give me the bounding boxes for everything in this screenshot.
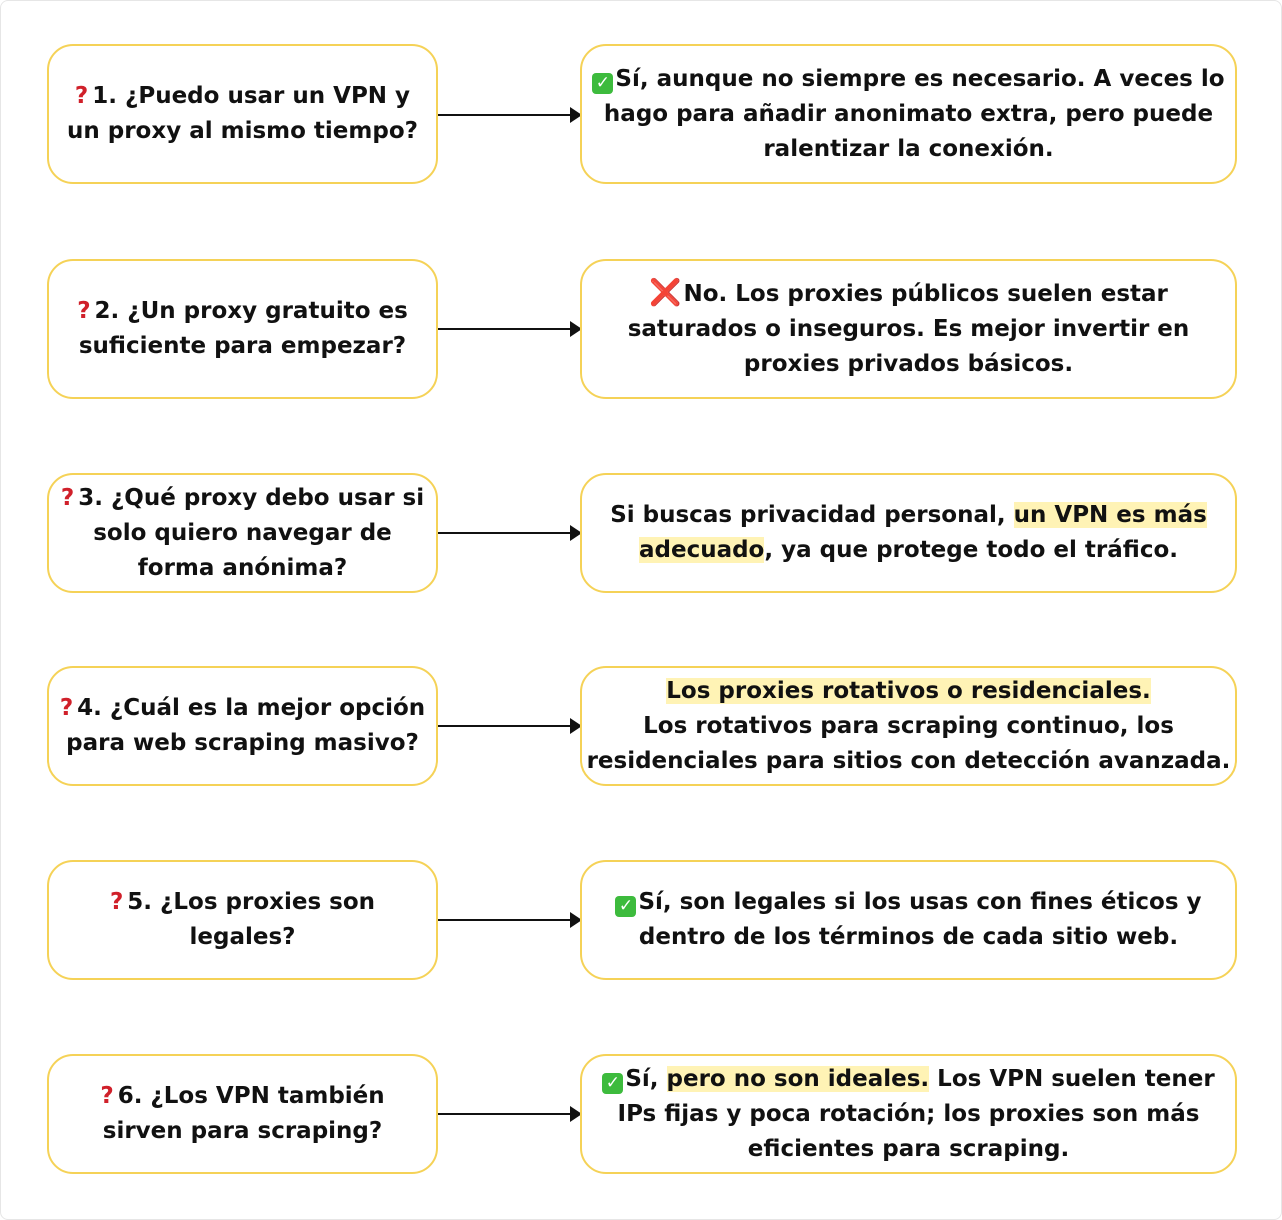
cross-icon: ❌ (649, 278, 682, 308)
question-text: 1. ¿Puedo usar un VPN y un proxy al mismo tiempo? (67, 83, 418, 144)
answer-box-1 (580, 44, 1237, 184)
answer-text: Si buscas privacidad personal, (610, 502, 1014, 528)
answer-text: Sí, (625, 1065, 667, 1092)
arrow-1 (438, 114, 580, 116)
question-box-5 (47, 860, 438, 980)
question-mark-icon: ? (59, 695, 74, 721)
arrow-6 (438, 1113, 580, 1115)
answer-text: Sí, aunque no siempre es necesario. A veces lo hago para añadir anonimato extra, pero puede ralentizar la conexión. (603, 65, 1225, 162)
question-box-6 (47, 1054, 438, 1174)
question-text: 3. ¿Qué proxy debo usar si solo quiero navegar de forma anónima? (78, 484, 425, 581)
arrow-2 (438, 328, 580, 330)
answer-highlight: pero no son ideales. (666, 1065, 930, 1092)
answer-highlight: un VPN es más adecuado (638, 502, 1207, 563)
answer-highlight: Los proxies rotativos o residenciales. (666, 677, 1151, 704)
question-box-1 (47, 44, 438, 184)
question-text: 2. ¿Un proxy gratuito es suficiente para empezar? (78, 298, 408, 359)
answer-text: Los VPN suelen tener IPs fijas y poca rotación; los proxies son más eficientes para scraping. (617, 1065, 1215, 1162)
question-text: 5. ¿Los proxies son legales? (127, 889, 376, 950)
answer-box-2 (580, 259, 1237, 399)
answer-box-4 (580, 666, 1237, 786)
answer-text: , ya que protege todo el tráfico. (764, 537, 1178, 563)
question-box-2 (47, 259, 438, 399)
arrow-5 (438, 919, 580, 921)
check-icon: ✓ (615, 896, 636, 917)
question-text: 4. ¿Cuál es la mejor opción para web scraping masivo? (66, 695, 426, 756)
question-box-3 (47, 473, 438, 593)
question-mark-icon: ? (74, 83, 89, 109)
question-text: 6. ¿Los VPN también sirven para scraping? (102, 1083, 385, 1144)
arrow-4 (438, 725, 580, 727)
answer-box-3 (580, 473, 1237, 593)
answer-text: Sí, son legales si los usas con fines éticos y dentro de los términos de cada sitio web. (638, 889, 1202, 950)
question-mark-icon: ? (100, 1083, 114, 1109)
answer-text: Los rotativos para scraping continuo, los residenciales para sitios con detección avanzada. (586, 712, 1231, 774)
check-icon: ✓ (602, 1073, 623, 1094)
arrow-3 (438, 532, 580, 534)
check-icon: ✓ (592, 73, 613, 94)
answer-text: No. Los proxies públicos suelen estar saturados o inseguros. Es mejor invertir en proxies privados básicos. (627, 281, 1190, 377)
answer-box-5 (580, 860, 1237, 980)
question-box-4 (47, 666, 438, 786)
question-mark-icon: ? (60, 484, 75, 511)
answer-box-6 (580, 1054, 1237, 1174)
question-mark-icon: ? (109, 889, 124, 915)
question-mark-icon: ? (77, 298, 91, 324)
